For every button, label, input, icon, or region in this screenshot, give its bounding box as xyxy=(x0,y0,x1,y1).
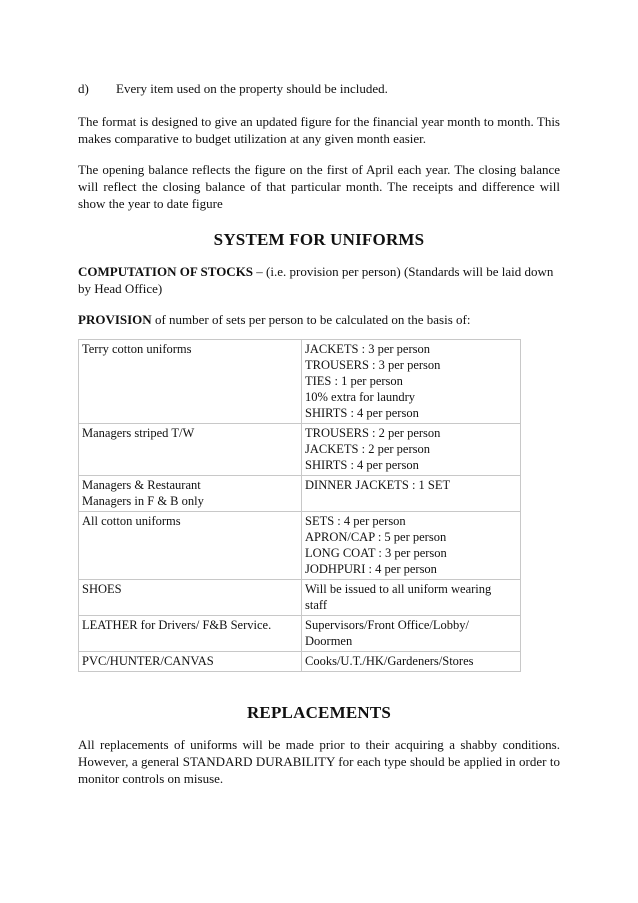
uniform-category-cell xyxy=(79,476,302,512)
uniform-provision-cell xyxy=(302,652,521,672)
uniform-provision-line: TROUSERS : 3 per person xyxy=(305,358,441,372)
uniform-category-line: PVC/HUNTER/CANVAS xyxy=(82,654,214,668)
uniform-provision-line: APRON/CAP : 5 per person xyxy=(305,530,447,544)
uniform-category-line: Terry cotton uniforms xyxy=(82,342,192,356)
uniform-provision-line: Supervisors/Front Office/Lobby/ xyxy=(305,618,469,632)
computation-text: – (i.e. provision per person) (Standards will be laid down by Head Office) xyxy=(78,264,554,296)
uniform-provision-line: Doormen xyxy=(305,634,353,648)
table-row xyxy=(79,340,521,424)
list-marker: d) xyxy=(78,81,89,96)
uniform-category-cell xyxy=(79,512,302,580)
uniform-provision-line: DINNER JACKETS : 1 SET xyxy=(305,478,451,492)
uniform-category-line: SHOES xyxy=(82,582,122,596)
computation-label: COMPUTATION OF STOCKS xyxy=(78,264,254,279)
uniform-provision-cell xyxy=(302,580,521,616)
list-item-d xyxy=(78,80,560,97)
provision-label: PROVISION xyxy=(78,312,152,327)
uniform-category-line: All cotton uniforms xyxy=(82,514,181,528)
uniform-provision-line: 10% extra for laundry xyxy=(305,390,416,404)
heading-system-for-uniforms: SYSTEM FOR UNIFORMS xyxy=(213,230,425,249)
uniform-provision-table xyxy=(78,339,521,672)
paragraph-opening-balance: The opening balance reflects the figure on the first of April each year. The closing balance will reflect the closing balance of that particular month. The receipts and difference will show the year to date figure xyxy=(78,162,560,211)
uniform-provision-line: SHIRTS : 4 per person xyxy=(305,458,419,472)
uniform-category-cell xyxy=(79,652,302,672)
uniform-category-cell xyxy=(79,340,302,424)
uniform-provision-line: staff xyxy=(305,598,327,612)
heading-replacements: REPLACEMENTS xyxy=(246,703,392,722)
list-item-text: Every item used on the property should be included. xyxy=(116,81,388,96)
table-row xyxy=(79,512,521,580)
uniform-provision-line: TIES : 1 per person xyxy=(305,374,403,388)
table-row xyxy=(79,652,521,672)
table-row xyxy=(79,476,521,512)
uniform-category-line: Managers & Restaurant xyxy=(82,478,201,492)
uniform-provision-line: SHIRTS : 4 per person xyxy=(305,406,419,420)
uniform-provision-cell xyxy=(302,476,521,512)
uniform-provision-cell xyxy=(302,340,521,424)
paragraph-format: The format is designed to give an updated figure for the financial year month to month. This makes comparative to budget utilization at any given month easier. xyxy=(78,114,560,146)
uniform-category-cell xyxy=(79,580,302,616)
table-row xyxy=(79,616,521,652)
paragraph-replacements: All replacements of uniforms will be made prior to their acquiring a shabby conditions. However, a general STANDARD DURABILITY for each type should be applied in order to monitor controls on misuse. xyxy=(78,737,560,786)
uniform-category-cell xyxy=(79,616,302,652)
uniform-provision-cell xyxy=(302,616,521,652)
document-page xyxy=(78,80,560,787)
uniform-category-line: LEATHER for Drivers/ F&B Service. xyxy=(82,618,272,632)
uniform-provision-line: Will be issued to all uniform wearing xyxy=(305,582,492,596)
paragraph-provision xyxy=(78,311,560,328)
provision-text: of number of sets per person to be calculated on the basis of: xyxy=(151,312,471,327)
uniform-category-line: Managers in F & B only xyxy=(82,494,204,508)
uniform-provision-line: TROUSERS : 2 per person xyxy=(305,426,441,440)
paragraph-computation xyxy=(78,263,560,297)
uniform-provision-line: LONG COAT : 3 per person xyxy=(305,546,447,560)
uniform-provision-line: SETS : 4 per person xyxy=(305,514,406,528)
uniform-provision-line: JACKETS : 3 per person xyxy=(305,342,430,356)
table-row xyxy=(79,424,521,476)
uniform-provision-cell xyxy=(302,512,521,580)
table-row xyxy=(79,580,521,616)
uniform-provision-line: JACKETS : 2 per person xyxy=(305,442,430,456)
uniform-provision-line: JODHPURI : 4 per person xyxy=(305,562,437,576)
uniform-category-cell xyxy=(79,424,302,476)
uniform-provision-cell xyxy=(302,424,521,476)
uniform-category-line: Managers striped T/W xyxy=(82,426,195,440)
uniform-provision-line: Cooks/U.T./HK/Gardeners/Stores xyxy=(305,654,474,668)
